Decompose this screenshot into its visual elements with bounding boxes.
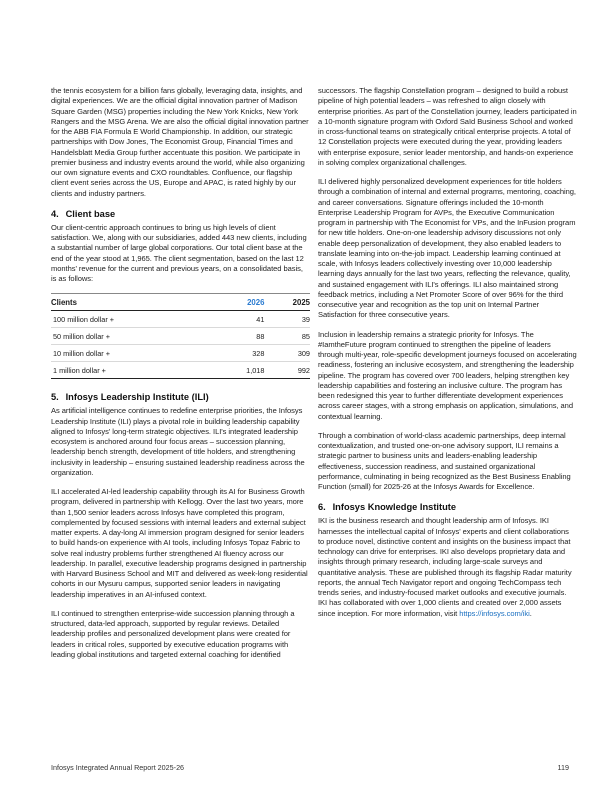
paragraph-ili-succession: ILI continued to strengthen enterprise-wide succession planning through a structured, data-led approach, supported by regular reviews. Detailed leadership profiles and personalized development plans were created for leaders in critical roles, supported by executive education programs with leading global institutions and targeted external coaching for identified	[51, 608, 295, 659]
heading-number: 6.	[318, 502, 326, 513]
table-row	[51, 362, 310, 379]
table-row	[51, 328, 310, 345]
right-column	[318, 86, 577, 628]
heading-title: Client base	[65, 208, 116, 219]
paragraph-constellation: successors. The flagship Constellation program – designed to build a robust pipeline of high potential leaders – was refreshed to align closely with enterprise priorities. As part of the Constellation journey, leaders participated in a 10-month signature program with Oxford Saïd Business School and worked in cross-functional teams on strategically critical enterprise projects. A total of 12 Constellation projects were executed during the year, providing leaders with enterprise exposure, senior leader mentorship, and hands-on experience in solving complex organizational challenges.	[318, 86, 577, 167]
row-label: 50 million dollar +	[51, 328, 216, 345]
row-value-current: 41	[216, 311, 264, 328]
heading-title: Infosys Leadership Institute (ILI)	[65, 392, 209, 403]
paragraph-inclusion: Inclusion in leadership remains a strategic priority for Infosys. The #IamtheFuture program continued to strengthen the pipeline of leaders through multi-year, role-specific development journeys focused on accelerating readiness, fostering an inclusive ecosystem, and strengthening the leadership pipeline. The program has covered over 700 leaders, helping strengthen key leadership capabilities and fostering an inclusive culture. The program has been redesigned this year to further differentiate development experiences across career stages, with a strong emphasis on application, simulations, and contextual learning.	[318, 329, 577, 421]
heading-leadership-institute	[51, 391, 310, 403]
iki-link[interactable]: https://infosys.com/iki	[459, 608, 530, 618]
heading-number: 5.	[51, 392, 59, 403]
column-header-previous-year: 2025	[264, 294, 310, 311]
iki-text: IKI is the business research and thought leadership arm of Infosys. IKI harnesses the intellectual capital of Infosys' experts and client collaborations to produce novel, distinctive content and insights on the business impact that technology can drive for enterprises. IKI also develops proprietary data and insights through primary research, including large-scale surveys and quantitative analysis. These are published through its flagship Radar maturity reports, the annual Tech Navigator report and ongoing TechCompass tech trends series, and industry-focused market outlooks and executive journals. IKI has collaborated with over 1,000 clients and created over 2,000 assets since inception. For more information, visit	[318, 516, 572, 618]
iki-text-end: .	[529, 608, 532, 618]
client-segmentation-table	[51, 293, 310, 379]
row-value-current: 328	[216, 345, 264, 362]
row-value-previous: 39	[264, 311, 310, 328]
row-value-current: 88	[216, 328, 264, 345]
table-row	[51, 345, 310, 362]
heading-title: Infosys Knowledge Institute	[332, 502, 457, 513]
row-label: 1 million dollar +	[51, 362, 216, 379]
row-value-previous: 992	[264, 362, 310, 379]
table-row	[51, 311, 310, 328]
row-value-current: 1,018	[216, 362, 264, 379]
paragraph-tennis-ecosystem: the tennis ecosystem for a billion fans globally, leveraging data, insights, and digital experiences. We are the official digital innovation partner of Madison Square Garden (MSG) properties including the New York Knicks, New York Rangers and the MSG Arena. We are also the official digital innovation partner for the ABB FIA Formula E World Championship. In addition, our strategic partnerships with Dow Jones, The Economist Group, Financial Times and Handelsblatt Media Group further accentuate this position. We participate in premier business and industry events around the world, while also organizing our own signature events and CXO roundtables. Confluence, our flagship client event series across the US, Europe and APAC, is rated highly by our clients and industry partners.	[51, 86, 309, 198]
row-label: 100 million dollar +	[51, 311, 216, 328]
column-header-current-year: 2026	[216, 294, 264, 311]
page-number: 119	[557, 763, 569, 772]
heading-client-base	[51, 208, 310, 220]
row-label: 10 million dollar +	[51, 345, 216, 362]
heading-knowledge-institute	[318, 501, 577, 513]
paragraph-title-holders: ILI delivered highly personalized development experiences for title holders through a combination of internal and external programs, mentoring, coaching, and career conversations. Signature offerings included the 10-month Enterprise Leadership Program for AVPs, the Executive Communication program in partnership with The Economist for VPs, and the InFusion program for new title holders. One-on-one leadership advisory discussions not only enable deep personalization of development, they also enabled leaders to translate learning into on-the-job impact. Leadership learning continued at scale, with Infosys leaders collectively investing over 10,000 leadership learning days annually for the last two years, reflecting the relevance, quality, and sustained engagement with ILI's offerings. ILI also maintained strong feedback metrics, including a Net Promoter Score of over 96% for the third consecutive year and recognition as the top unit on Internal Partner Satisfaction for three consecutive years.	[318, 177, 576, 320]
footer-report-title: Infosys Integrated Annual Report 2025-26	[51, 763, 185, 772]
table-header-row	[51, 294, 310, 311]
row-value-previous: 85	[264, 328, 310, 345]
paragraph-iki	[318, 516, 577, 619]
column-header-clients: Clients	[51, 294, 216, 311]
row-value-previous: 309	[264, 345, 310, 362]
left-column	[51, 86, 310, 669]
paragraph-ili-intro: As artificial intelligence continues to redefine enterprise priorities, the Infosys Leadership Institute (ILI) plays a pivotal role in building leadership capability aligned to Infosys' long-term strategic objectives. ILI's integrated leadership ecosystem is anchored around four focus areas – succession planning, leadership bench strength, development of title holders, and strengthening inclusivity in leadership – ensuring sustained leadership readiness across the organization.	[51, 406, 305, 477]
paragraph-partnerships: Through a combination of world-class academic partnerships, deep internal contextualization, and trusted one-on-one advisory support, ILI remains a strategic partner to business units and leaders-enabling leadership effectiveness, succession readiness, and sustained organizational performance, culminating in being recognized as the Best Business Enabling Function (small) for 2025-26 at the Infosys Awards for Excellence.	[318, 430, 571, 491]
paragraph-ili-ai: ILI accelerated AI-led leadership capability through its AI for Business Growth program, delivered in partnership with Kellogg. Over the last two years, more than 1,500 senior leaders across Infosys have completed this program, complemented by focused sessions with internal leaders and external subject matter experts. A day-long AI immersion program designed for senior leaders to build hands-on experience with AI tools, including Infosys Topaz Fabric to solve real industry problems further strengthened AI fluency across our leadership. In parallel, executive leadership programs designed in partnership with Harvard Business School and MIT and delivered as week-long residential cohorts in our Mysuru campus, supported senior leaders in navigating leadership imperatives in an AI-infused context.	[51, 487, 308, 599]
heading-number: 4.	[51, 208, 59, 219]
paragraph-client-base: Our client-centric approach continues to bring us high levels of client satisfaction. We, along with our subsidiaries, added 443 new clients, including a substantial number of large global corporations. Our total client base at the end of the year stood at 1,965. The client segmentation, based on the last 12 months' revenue for the current and previous years, on a consolidated basis, is as follows:	[51, 222, 307, 283]
